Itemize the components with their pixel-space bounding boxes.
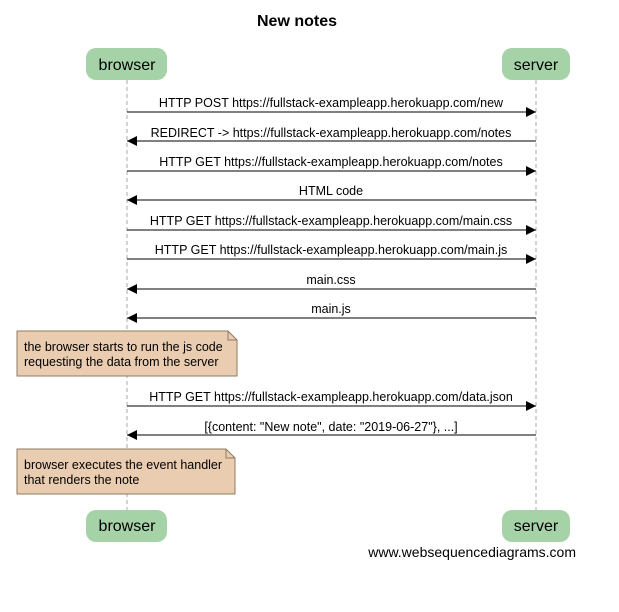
message-3 (127, 155, 536, 171)
message-label: HTTP GET https://fullstack-exampleapp.herokuapp.com/notes (159, 155, 503, 169)
message-2 (127, 126, 536, 141)
note-line: requesting the data from the server (24, 355, 219, 369)
message-5 (127, 214, 536, 230)
message-10 (127, 420, 536, 435)
actor-label: browser (98, 518, 156, 535)
message-label: HTTP GET https://fullstack-exampleapp.herokuapp.com/main.js (154, 243, 508, 257)
message-1 (127, 96, 536, 112)
message-6 (127, 243, 536, 259)
message-label: [{content: "New note", date: "2019-06-27"}, ...] (204, 420, 458, 434)
actor-label: server (513, 518, 559, 535)
message-8 (127, 302, 536, 318)
message-label: HTTP GET https://fullstack-exampleapp.herokuapp.com/main.css (149, 214, 513, 228)
actor-label: server (513, 57, 559, 74)
actor-label: browser (98, 57, 156, 74)
browser-actor-bottom (86, 510, 167, 542)
message-4 (127, 184, 536, 200)
note-line: that renders the note (24, 473, 140, 487)
note-2 (17, 449, 235, 494)
message-label: HTTP POST https://fullstack-exampleapp.herokuapp.com/new (158, 96, 504, 110)
message-label: HTML code (298, 184, 364, 198)
message-label: REDIRECT -> https://fullstack-exampleapp.herokuapp.com/notes (150, 126, 512, 140)
message-label: main.js (311, 302, 351, 316)
server-actor-bottom (502, 510, 570, 542)
message-label: HTTP GET https://fullstack-exampleapp.herokuapp.com/data.json (149, 390, 513, 404)
message-9 (127, 390, 536, 406)
message-7 (127, 273, 536, 289)
note-1 (17, 331, 237, 376)
message-label: main.css (306, 273, 356, 287)
server-actor-top (502, 48, 570, 80)
note-line: the browser starts to run the js code (24, 340, 223, 354)
browser-actor-top (86, 48, 167, 80)
note-line: browser executes the event handler (24, 458, 223, 472)
footer-watermark: www.websequencediagrams.com (368, 544, 576, 560)
diagram-title: New notes (256, 13, 338, 30)
